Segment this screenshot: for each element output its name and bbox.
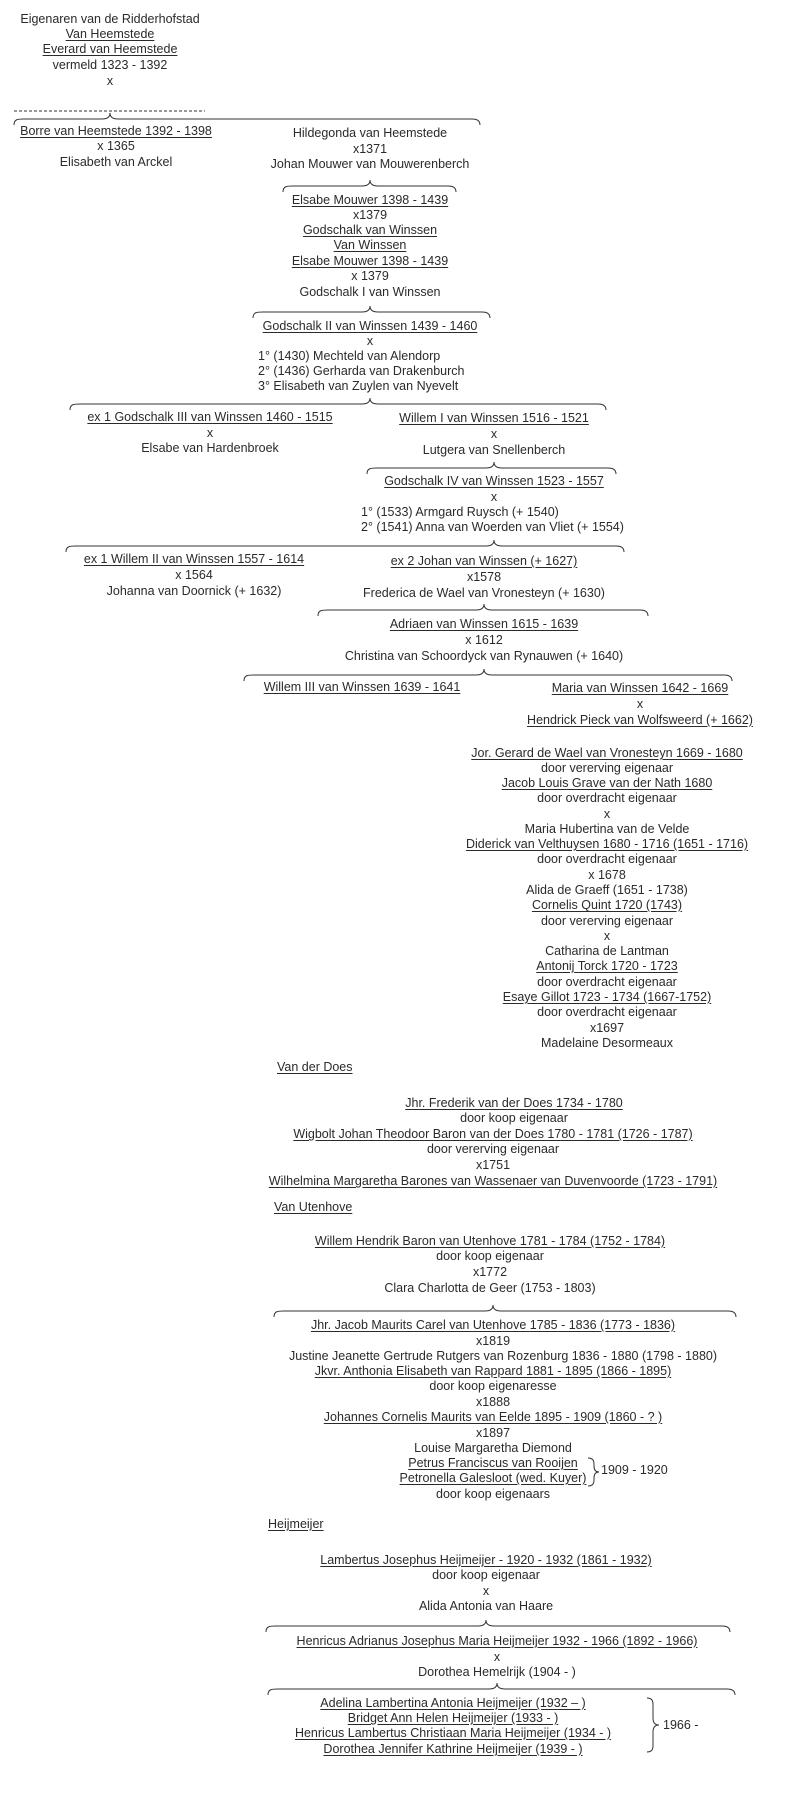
owner-entry: Lambertus Josephus Heijmeijer - 1920 - 1932 (1861 - 1932) (320, 1553, 652, 1567)
owner-entry: Heijmeijer (268, 1517, 324, 1531)
owner-entry: ex 1 Godschalk III van Winssen 1460 - 1515 (87, 410, 333, 424)
owner-entry: Elsabe Mouwer 1398 - 1439 (291, 254, 449, 268)
text-line: door overdracht eigenaar (537, 852, 677, 866)
text-line: Alida Antonia van Haare (418, 1599, 554, 1613)
text-line: x 1612 (465, 633, 503, 647)
text-line: Alida de Graeff (1651 - 1738) (526, 883, 688, 897)
owner-entry: Petronella Galesloot (wed. Kuyer) (399, 1471, 587, 1485)
text-line: Maria Hubertina van de Velde (524, 822, 690, 836)
text-line: x1697 (589, 1021, 625, 1035)
text-line: door koop eigenaar (436, 1249, 544, 1263)
owner-entry: Jhr. Frederik van der Does 1734 - 1780 (405, 1096, 623, 1110)
text-line: x1371 (352, 142, 388, 156)
text-line: 3° Elisabeth van Zuylen van Nyevelt (258, 379, 459, 393)
brace-line (283, 180, 456, 192)
owner-entry: Cornelis Quint 1720 (1743) (531, 898, 683, 912)
text-line: x 1379 (351, 269, 389, 283)
text-line: door vererving eigenaar (540, 761, 674, 775)
text-line: Elisabeth van Arckel (59, 155, 173, 169)
text-line: door vererving eigenaar (540, 914, 674, 928)
owner-entry: Van Winssen (333, 238, 407, 252)
owner-entry: Godschalk II van Winssen 1439 - 1460 (262, 319, 478, 333)
text-line: x 1564 (175, 568, 213, 582)
owner-entry: Jor. Gerard de Wael van Vronesteyn 1669 - 1680 (471, 746, 743, 760)
text-line: 1909 - 1920 (601, 1463, 668, 1477)
brace-line (274, 1305, 736, 1317)
owner-entry: Diderick van Velthuysen 1680 - 1716 (1651 - 1716) (465, 837, 749, 851)
text-line: Justine Jeanette Gertrude Rutgers van Rozenburg 1836 - 1880 (1798 - 1880) (288, 1349, 718, 1363)
right-brace (588, 1458, 599, 1486)
text-line: door koop eigenaar (432, 1568, 540, 1582)
owner-entry: Elsabe Mouwer 1398 - 1439 (291, 193, 449, 207)
text-line: door overdracht eigenaar (537, 1005, 677, 1019)
text-line: Catharina de Lantman (545, 944, 669, 958)
text-line: x1578 (466, 570, 502, 584)
owner-entry: Willem III van Winssen 1639 - 1641 (263, 680, 461, 694)
owner-entry: Van der Does (277, 1060, 353, 1074)
text-line: x (490, 427, 498, 441)
owner-entry: Henricus Lambertus Christiaan Maria Heijmeijer (1934 - ) (294, 1726, 612, 1740)
owner-entry: Johannes Cornelis Maurits van Eelde 1895 - 1909 (1860 - ? ) (323, 1410, 663, 1424)
text-line: Clara Charlotta de Geer (1753 - 1803) (384, 1281, 596, 1295)
brace-line (268, 1683, 735, 1695)
text-line: x (603, 929, 611, 943)
text-line: door koop eigenaresse (429, 1379, 557, 1393)
text-line: 1966 - (663, 1718, 699, 1732)
text-line: Lutgera van Snellenberch (422, 443, 566, 457)
owner-entry: Jkvr. Anthonia Elisabeth van Rappard 1881 - 1895 (1866 - 1895) (314, 1364, 672, 1378)
text-line: 2° (1541) Anna van Woerden van Vliet (+ 1554) (361, 520, 624, 534)
brace-line (367, 462, 616, 474)
text-line: door vererving eigenaar (426, 1142, 560, 1156)
owner-entry: Henricus Adrianus Josephus Maria Heijmeijer 1932 - 1966 (1892 - 1966) (296, 1634, 698, 1648)
text-line: x1379 (352, 208, 388, 222)
brace-line (318, 604, 648, 616)
owner-entry: Adriaen van Winssen 1615 - 1639 (389, 617, 579, 631)
owner-entry: Willem Hendrik Baron van Utenhove 1781 - 1784 (1752 - 1784) (314, 1234, 666, 1248)
text-line: x (206, 426, 214, 440)
text-line: Louise Margaretha Diemond (414, 1441, 572, 1455)
owner-entry: ex 1 Willem II van Winssen 1557 - 1614 (83, 552, 305, 566)
text-line: x (603, 807, 611, 821)
text-line: Godschalk I van Winssen (299, 285, 441, 299)
text-line: x (106, 74, 114, 88)
right-brace (647, 1698, 659, 1752)
text-line: x 1365 (97, 139, 135, 153)
text-line: door overdracht eigenaar (537, 975, 677, 989)
text-line: Christina van Schoordyck van Rynauwen (+ 1640) (344, 649, 624, 663)
owner-entry: Adelina Lambertina Antonia Heijmeijer (1932 – ) (320, 1696, 586, 1710)
owner-entry: Borre van Heemstede 1392 - 1398 (20, 124, 212, 138)
text-line: x1888 (475, 1395, 511, 1409)
text-line: Johanna van Doornick (+ 1632) (106, 584, 282, 598)
owner-entry: Dorothea Jennifer Kathrine Heijmeijer (1939 - ) (323, 1742, 583, 1756)
text-line: x1751 (475, 1158, 511, 1172)
owner-entry: Bridget Ann Helen Heijmeijer (1933 - ) (347, 1711, 559, 1725)
owner-entry: ex 2 Johan van Winssen (+ 1627) (390, 554, 578, 568)
owner-entry: Van Heemstede (65, 27, 155, 41)
text-line: vermeld 1323 - 1392 (52, 58, 168, 72)
owner-entry: Jacob Louis Grave van der Nath 1680 (501, 776, 713, 790)
owner-entry: Esaye Gillot 1723 - 1734 (1667-1752) (502, 990, 712, 1004)
owner-entry: Wilhelmina Margaretha Barones van Wassenaer van Duvenvoorde (1723 - 1791) (268, 1174, 718, 1188)
text-line: x (493, 1650, 501, 1664)
owner-entry: Van Utenhove (274, 1200, 353, 1214)
owner-entry: Maria van Winssen 1642 - 1669 (551, 681, 729, 695)
text-line: Frederica de Wael van Vronesteyn (+ 1630) (363, 586, 605, 600)
owner-entry: Godschalk van Winssen (302, 223, 438, 237)
owner-entry: Petrus Franciscus van Rooijen (408, 1456, 578, 1470)
owner-entry: Antonij Torck 1720 - 1723 (536, 959, 678, 973)
owner-entry: Willem I van Winssen 1516 - 1521 (399, 411, 589, 425)
text-line: Johan Mouwer van Mouwerenberch (270, 157, 470, 171)
brace-line (266, 1620, 730, 1632)
brace-line (66, 540, 624, 552)
text-line: x1819 (475, 1334, 511, 1348)
text-line: x 1678 (588, 868, 626, 882)
text-line: door overdracht eigenaar (537, 791, 677, 805)
text-line: x (490, 490, 498, 504)
text-line: Dorothea Hemelrijk (1904 - ) (418, 1665, 576, 1679)
text-line: x (482, 1584, 490, 1598)
text-line: x (636, 697, 644, 711)
text-line: x1772 (472, 1265, 508, 1279)
text-line: 1° (1430) Mechteld van Alendorp (258, 349, 441, 363)
owner-entry: Jhr. Jacob Maurits Carel van Utenhove 1785 - 1836 (1773 - 1836) (310, 1318, 676, 1332)
text-line: Elsabe van Hardenbroek (141, 441, 279, 455)
text-line: Madelaine Desormeaux (540, 1036, 674, 1050)
owner-entry: Everard van Heemstede (42, 42, 178, 56)
text-line: x (366, 334, 374, 348)
brace-line (253, 306, 490, 318)
text-line: door koop eigenaar (460, 1111, 568, 1125)
owner-entry: Hendrick Pieck van Wolfsweerd (+ 1662) (527, 713, 753, 727)
owner-entry: Godschalk IV van Winssen 1523 - 1557 (384, 474, 604, 488)
text-line: x1897 (475, 1426, 511, 1440)
text-line: 1° (1533) Armgard Ruysch (+ 1540) (361, 505, 559, 519)
owner-entry: Wigbolt Johan Theodoor Baron van der Does 1780 - 1781 (1726 - 1787) (293, 1127, 693, 1141)
text-line: Eigenaren van de Ridderhofstad (20, 12, 200, 26)
text-line: 2° (1436) Gerharda van Drakenburch (258, 364, 465, 378)
text-line: Hildegonda van Heemstede (292, 126, 448, 140)
text-line: door koop eigenaars (436, 1487, 550, 1501)
brace-line (70, 398, 606, 410)
